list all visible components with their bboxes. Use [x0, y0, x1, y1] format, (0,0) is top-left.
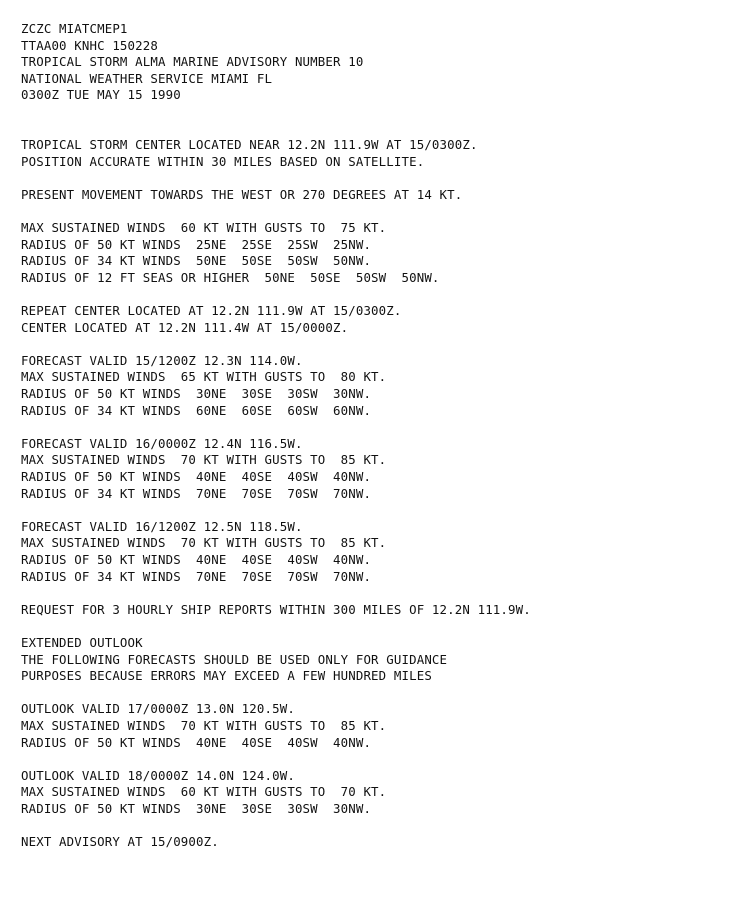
forecast-line: FORECAST VALID 16/0000Z 12.4N 116.5W. — [21, 435, 303, 451]
header-line: ZCZC MIATCMEP1 — [21, 21, 128, 36]
outlook-line: RADIUS OF 50 KT WINDS 30NE 30SE 30SW 30NW. — [21, 800, 372, 816]
winds-line: RADIUS OF 50 KT WINDS 25NE 25SE 25SW 25NW. — [21, 236, 372, 252]
forecast-block-2 — [21, 436, 531, 502]
issue-time: 0300Z TUE MAY 15 1990 — [21, 87, 181, 103]
forecast-line: RADIUS OF 34 KT WINDS 60NE 60SE 60SW 60NW. — [21, 402, 372, 418]
request-line: REQUEST FOR 3 HOURLY SHIP REPORTS WITHIN 300 MILES OF 12.2N 111.9W. — [21, 601, 531, 617]
center-line: TROPICAL STORM CENTER LOCATED NEAR 12.2N 111.9W AT 15/0300Z. — [21, 137, 478, 153]
movement-line: PRESENT MOVEMENT TOWARDS THE WEST OR 270 DEGREES AT 14 KT. — [21, 186, 463, 202]
next-advisory-block — [21, 834, 531, 851]
advisory-title: TROPICAL STORM ALMA MARINE ADVISORY NUMBER 10 — [21, 54, 364, 70]
forecast-line: MAX SUSTAINED WINDS 65 KT WITH GUSTS TO 80 KT. — [21, 369, 387, 385]
outlook-line: OUTLOOK VALID 18/0000Z 14.0N 124.0W. — [21, 767, 295, 783]
winds-line: RADIUS OF 12 FT SEAS OR HIGHER 50NE 50SE 50SW 50NW. — [21, 269, 440, 285]
repeat-block — [21, 303, 531, 336]
request-block — [21, 602, 531, 619]
outlook-block-1 — [21, 701, 531, 751]
forecast-block-1 — [21, 353, 531, 419]
outlook-line: RADIUS OF 50 KT WINDS 40NE 40SE 40SW 40NW. — [21, 734, 372, 750]
next-advisory-line: NEXT ADVISORY AT 15/0900Z. — [21, 834, 219, 850]
outlook-block-2 — [21, 768, 531, 818]
repeat-line: REPEAT CENTER LOCATED AT 12.2N 111.9W AT 15/0300Z. — [21, 303, 402, 319]
outlook-line: OUTLOOK VALID 17/0000Z 13.0N 120.5W. — [21, 701, 295, 717]
forecast-line: RADIUS OF 50 KT WINDS 40NE 40SE 40SW 40NW. — [21, 469, 372, 485]
advisory-document — [21, 21, 531, 851]
header-line: NATIONAL WEATHER SERVICE MIAMI FL — [21, 70, 273, 86]
forecast-line: FORECAST VALID 16/1200Z 12.5N 118.5W. — [21, 518, 303, 534]
extended-outlook-line: THE FOLLOWING FORECASTS SHOULD BE USED ONLY FOR GUIDANCE — [21, 651, 448, 667]
outlook-line: MAX SUSTAINED WINDS 60 KT WITH GUSTS TO 70 KT. — [21, 784, 387, 800]
forecast-line: RADIUS OF 34 KT WINDS 70NE 70SE 70SW 70NW. — [21, 485, 372, 501]
header-block — [21, 21, 531, 104]
forecast-line: MAX SUSTAINED WINDS 70 KT WITH GUSTS TO 85 KT. — [21, 452, 387, 468]
outlook-line: MAX SUSTAINED WINDS 70 KT WITH GUSTS TO 85 KT. — [21, 717, 387, 733]
forecast-line: MAX SUSTAINED WINDS 70 KT WITH GUSTS TO 85 KT. — [21, 535, 387, 551]
extended-outlook-block — [21, 635, 531, 685]
winds-line: RADIUS OF 34 KT WINDS 50NE 50SE 50SW 50NW. — [21, 253, 372, 269]
forecast-block-3 — [21, 519, 531, 585]
forecast-line: FORECAST VALID 15/1200Z 12.3N 114.0W. — [21, 352, 303, 368]
winds-line: MAX SUSTAINED WINDS 60 KT WITH GUSTS TO 75 KT. — [21, 220, 387, 236]
extended-outlook-heading: EXTENDED OUTLOOK — [21, 634, 143, 650]
header-line: TTAA00 KNHC 150228 — [21, 37, 158, 53]
center-line: POSITION ACCURATE WITHIN 30 MILES BASED ON SATELLITE. — [21, 153, 425, 169]
movement-block — [21, 187, 531, 204]
extended-outlook-line: PURPOSES BECAUSE ERRORS MAY EXCEED A FEW HUNDRED MILES — [21, 668, 432, 684]
winds-block — [21, 220, 531, 286]
center-block — [21, 137, 531, 170]
forecast-line: RADIUS OF 50 KT WINDS 30NE 30SE 30SW 30NW. — [21, 386, 372, 402]
forecast-line: RADIUS OF 50 KT WINDS 40NE 40SE 40SW 40NW. — [21, 552, 372, 567]
forecast-line: RADIUS OF 34 KT WINDS 70NE 70SE 70SW 70NW. — [21, 568, 372, 584]
repeat-line: CENTER LOCATED AT 12.2N 111.4W AT 15/0000Z. — [21, 319, 349, 335]
